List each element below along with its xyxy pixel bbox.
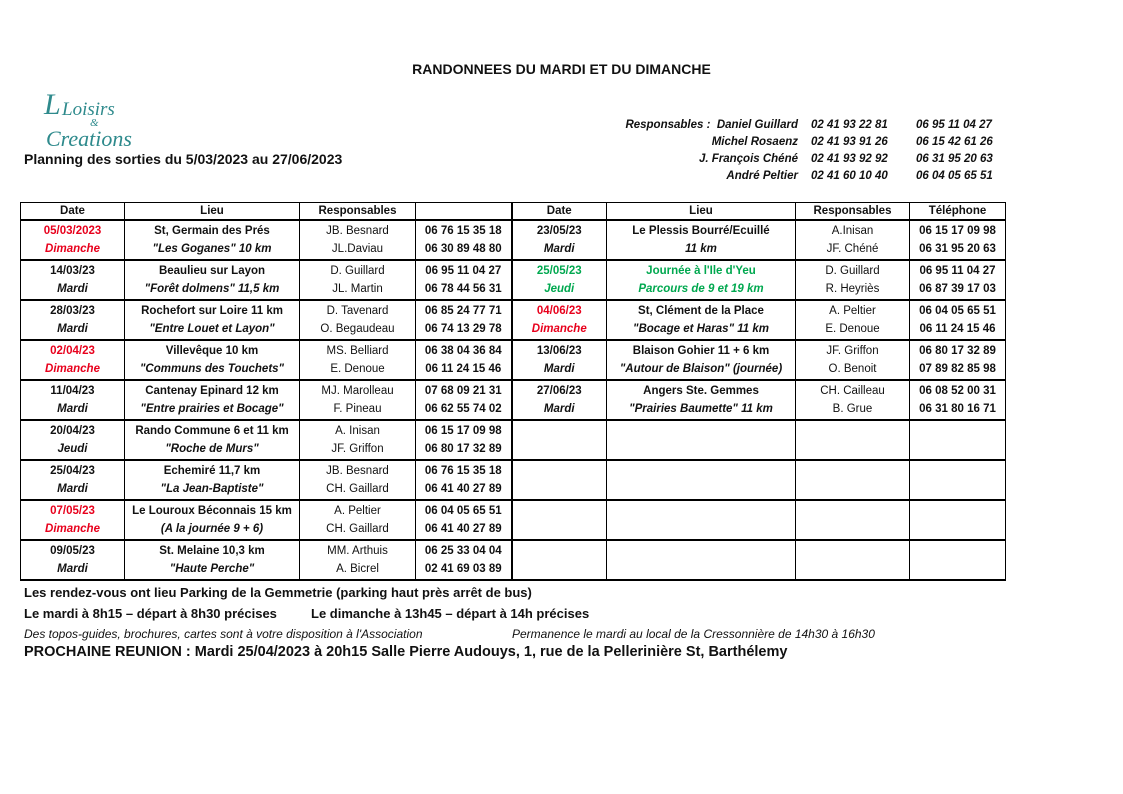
lieu-detail: "Entre prairies et Bocage" <box>140 403 284 415</box>
responsables-cell <box>796 260 910 300</box>
lieu-name: Angers Ste. Gemmes <box>643 385 759 397</box>
telephone-1: 06 38 04 36 84 <box>424 345 502 357</box>
responsable-1: JB. Besnard <box>326 225 389 237</box>
logo-line1: Loisirs <box>62 99 115 120</box>
responsable-1: MM. Arthuis <box>327 545 388 557</box>
responsables-cell <box>796 300 910 340</box>
lieu-detail: "Haute Perche" <box>169 563 255 575</box>
responsables-block <box>560 119 1020 187</box>
table-row <box>21 340 1006 380</box>
logo-amp: & <box>90 117 99 129</box>
lieu-detail: (A la journée 9 + 6) <box>160 523 264 535</box>
responsables-cell <box>796 380 910 420</box>
table-row <box>21 500 1006 540</box>
responsable-tel1: 02 41 93 92 92 <box>811 153 888 165</box>
responsable-row <box>560 170 1020 187</box>
lieu-name: St, Clément de la Place <box>638 305 764 317</box>
responsables-cell <box>300 540 416 580</box>
responsables-cell <box>300 420 416 460</box>
responsable-2: CH. Gaillard <box>326 523 389 535</box>
date-cell <box>512 340 607 380</box>
header-responsables: Responsables <box>300 203 416 221</box>
telephone-cell <box>910 300 1006 340</box>
lieu-cell <box>607 380 796 420</box>
responsable-1: D. Guillard <box>825 265 880 277</box>
lieu-cell <box>607 220 796 260</box>
table-row <box>21 220 1006 260</box>
lieu-detail: "La Jean-Baptiste" <box>160 483 264 495</box>
telephone-2: 07 89 82 85 98 <box>919 363 996 375</box>
responsable-row <box>560 119 1020 136</box>
table-row <box>21 460 1006 500</box>
header-responsables: Responsables <box>796 203 910 221</box>
telephone-1: 06 08 52 00 31 <box>919 385 996 397</box>
table-row <box>21 260 1006 300</box>
responsable-2: B. Grue <box>832 403 873 415</box>
date-cell <box>21 420 125 460</box>
header-telephone: Téléphone <box>910 203 1006 221</box>
telephone-cell <box>416 380 512 420</box>
responsables-cell <box>300 220 416 260</box>
header-lieu: Lieu <box>607 203 796 221</box>
header-telephone-blank <box>416 203 512 221</box>
responsable-tel1: 02 41 93 22 81 <box>811 119 888 131</box>
lieu-detail: Parcours de 9 et 19 km <box>638 283 764 295</box>
rendezvous-note: Les rendez-vous ont lieu Parking de la Gemmetrie (parking haut près arrêt de bus) <box>24 585 532 600</box>
responsable-name: André Peltier <box>726 170 798 182</box>
telephone-2: 06 31 80 16 71 <box>919 403 996 415</box>
responsable-2: O. Benoit <box>828 363 877 375</box>
date-cell <box>21 460 125 500</box>
sortie-day: Mardi <box>57 403 88 415</box>
lieu-cell <box>125 300 300 340</box>
date-cell <box>512 300 607 340</box>
responsables-cell <box>796 460 910 500</box>
lieu-cell <box>607 420 796 460</box>
lieu-detail: "Forêt dolmens" 11,5 km <box>144 283 280 295</box>
responsable-1: A. Peltier <box>334 505 381 517</box>
responsable-tel1: 02 41 60 10 40 <box>811 170 888 182</box>
responsable-2: O. Begaudeau <box>320 323 395 335</box>
lieu-detail: "Entre Louet et Layon" <box>149 323 275 335</box>
lieu-cell <box>125 340 300 380</box>
telephone-2: 06 11 24 15 46 <box>919 323 996 335</box>
telephone-2: 06 80 17 32 89 <box>424 443 502 455</box>
responsables-cell <box>300 340 416 380</box>
telephone-cell <box>910 420 1006 460</box>
logo-line2: Creations <box>46 126 132 150</box>
date-cell <box>21 340 125 380</box>
sortie-day: Mardi <box>543 243 575 255</box>
sortie-date: 07/05/23 <box>50 505 95 517</box>
lieu-name: Echemiré 11,7 km <box>163 465 261 477</box>
permanence-note: Permanence le mardi au local de la Cressonnière de 14h30 à 16h30 <box>512 627 875 641</box>
date-cell <box>512 260 607 300</box>
responsable-2: JL.Daviau <box>331 243 384 255</box>
responsable-1: A. Peltier <box>829 305 876 317</box>
telephone-cell <box>910 260 1006 300</box>
responsables-cell <box>796 420 910 460</box>
sortie-date: 20/04/23 <box>50 425 95 437</box>
sortie-day: Dimanche <box>45 363 100 375</box>
lieu-detail: "Communs des Touchets" <box>139 363 285 375</box>
date-cell <box>512 500 607 540</box>
date-cell <box>21 260 125 300</box>
telephone-1: 06 76 15 35 18 <box>424 465 502 477</box>
prochaine-reunion: PROCHAINE REUNION : Mardi 25/04/2023 à 20h15 Salle Pierre Audouys, 1, rue de la Pellerinière St, Barthélemy <box>24 644 788 660</box>
responsable-2: E. Denoue <box>825 323 880 335</box>
telephone-1: 06 15 17 09 98 <box>919 225 996 237</box>
sortie-day: Mardi <box>543 363 575 375</box>
date-cell <box>21 540 125 580</box>
responsable-1: JF. Griffon <box>826 345 879 357</box>
lieu-name: Rochefort sur Loire 11 km <box>141 305 283 317</box>
responsable-1: MS. Belliard <box>326 345 389 357</box>
lieu-name: Le Louroux Béconnais 15 km <box>132 505 292 517</box>
sortie-date: 28/03/23 <box>50 305 95 317</box>
responsable-2: R. Heyriès <box>825 283 880 295</box>
telephone-2: 06 30 89 48 80 <box>424 243 502 255</box>
sortie-day: Mardi <box>543 403 575 415</box>
lieu-cell <box>607 260 796 300</box>
telephone-2: 02 41 69 03 89 <box>424 563 502 575</box>
lieu-detail: 11 km <box>685 243 717 255</box>
telephone-cell <box>416 220 512 260</box>
responsable-1: MJ. Marolleau <box>321 385 394 397</box>
telephone-cell <box>910 500 1006 540</box>
date-cell <box>21 380 125 420</box>
responsables-cell <box>796 500 910 540</box>
sorties-table <box>20 202 1006 581</box>
lieu-cell <box>607 340 796 380</box>
lieu-detail: "Prairies Baumette" 11 km <box>629 403 773 415</box>
telephone-cell <box>910 460 1006 500</box>
topos-note: Des topos-guides, brochures, cartes sont à votre disposition à l'Association <box>24 627 423 641</box>
lieu-cell <box>125 260 300 300</box>
lieu-cell <box>125 220 300 260</box>
lieu-cell <box>607 540 796 580</box>
header-date: Date <box>21 203 125 221</box>
sortie-date: 02/04/23 <box>50 345 95 357</box>
telephone-1: 06 95 11 04 27 <box>425 265 502 277</box>
telephone-cell <box>416 540 512 580</box>
telephone-cell <box>416 420 512 460</box>
telephone-2: 06 78 44 56 31 <box>424 283 502 295</box>
date-cell <box>21 300 125 340</box>
table-row <box>21 420 1006 460</box>
telephone-cell <box>416 500 512 540</box>
responsable-name <box>625 119 798 131</box>
sortie-date: 25/04/23 <box>50 465 95 477</box>
table-header-row <box>21 203 1006 221</box>
telephone-cell <box>910 380 1006 420</box>
table-row <box>21 300 1006 340</box>
telephone-2: 06 41 40 27 89 <box>424 483 502 495</box>
responsable-row <box>560 153 1020 170</box>
sortie-date: 14/03/23 <box>50 265 95 277</box>
lieu-cell <box>125 380 300 420</box>
date-cell <box>512 420 607 460</box>
responsable-2: JF. Griffon <box>331 443 384 455</box>
telephone-cell <box>416 300 512 340</box>
date-cell <box>21 220 125 260</box>
sortie-date: 05/03/2023 <box>43 225 102 237</box>
responsable-tel2: 06 95 11 04 27 <box>916 119 992 131</box>
planning-period: Planning des sorties du 5/03/2023 au 27/06/2023 <box>24 151 343 167</box>
responsables-cell <box>300 380 416 420</box>
date-cell <box>512 380 607 420</box>
sortie-date: 09/05/23 <box>50 545 95 557</box>
lieu-name: Cantenay Epinard 12 km <box>145 385 279 397</box>
telephone-2: 06 11 24 15 46 <box>425 363 502 375</box>
lieu-cell <box>607 300 796 340</box>
responsable-row <box>560 136 1020 153</box>
sortie-day: Jeudi <box>544 283 575 295</box>
telephone-1: 06 04 05 65 51 <box>424 505 502 517</box>
lieu-cell <box>125 540 300 580</box>
lieu-name: Blaison Gohier 11 + 6 km <box>632 345 770 357</box>
lieu-detail: "Autour de Blaison" (journée) <box>619 363 783 375</box>
sortie-day: Jeudi <box>57 443 88 455</box>
sortie-day: Mardi <box>57 483 88 495</box>
sortie-day: Dimanche <box>531 323 587 335</box>
page-title: RANDONNEES DU MARDI ET DU DIMANCHE <box>412 61 711 77</box>
responsables-cell <box>300 300 416 340</box>
telephone-1: 06 76 15 35 18 <box>424 225 502 237</box>
responsable-name: Michel Rosaenz <box>711 136 798 148</box>
sortie-date: 04/06/23 <box>536 305 582 317</box>
lieu-name: Villevêque 10 km <box>165 345 259 357</box>
telephone-1: 07 68 09 21 31 <box>424 385 502 397</box>
sortie-date: 13/06/23 <box>536 345 582 357</box>
lieu-name: St. Melaine 10,3 km <box>159 545 265 557</box>
responsable-name-text: Daniel Guillard <box>716 119 798 131</box>
lieu-name: Rando Commune 6 et 11 km <box>135 425 289 437</box>
lieu-detail: "Bocage et Haras" 11 km <box>633 323 769 335</box>
dimanche-schedule: Le dimanche à 13h45 – départ à 14h précises <box>311 606 590 621</box>
telephone-1: 06 80 17 32 89 <box>919 345 996 357</box>
lieu-cell <box>125 460 300 500</box>
logo-letter-l: L <box>44 88 61 121</box>
club-logo <box>42 84 157 150</box>
telephone-2: 06 41 40 27 89 <box>424 523 502 535</box>
lieu-cell <box>607 500 796 540</box>
responsable-tel1: 02 41 93 91 26 <box>811 136 888 148</box>
date-cell <box>512 460 607 500</box>
responsables-cell <box>796 340 910 380</box>
lieu-name: Le Plessis Bourré/Ecuillé <box>632 225 770 237</box>
sortie-day: Mardi <box>57 283 88 295</box>
telephone-2: 06 62 55 74 02 <box>424 403 502 415</box>
responsable-2: JF. Chéné <box>826 243 879 255</box>
telephone-cell <box>910 220 1006 260</box>
responsable-2: CH. Gaillard <box>326 483 389 495</box>
responsable-tel2: 06 04 05 65 51 <box>916 170 993 182</box>
responsable-2: JL. Martin <box>332 283 383 295</box>
responsables-cell <box>796 540 910 580</box>
header-lieu: Lieu <box>125 203 300 221</box>
telephone-1: 06 04 05 65 51 <box>919 305 996 317</box>
date-cell <box>512 220 607 260</box>
responsable-tel2: 06 15 42 61 26 <box>916 136 993 148</box>
responsables-label: Responsables : <box>625 119 711 131</box>
responsable-1: CH. Cailleau <box>820 385 885 397</box>
lieu-cell <box>125 500 300 540</box>
sortie-day: Dimanche <box>45 243 100 255</box>
responsables-cell <box>300 500 416 540</box>
telephone-2: 06 87 39 17 03 <box>919 283 996 295</box>
lieu-detail: "Les Goganes" 10 km <box>152 243 272 255</box>
responsables-cell <box>300 460 416 500</box>
sortie-day: Dimanche <box>45 523 100 535</box>
lieu-detail: "Roche de Murs" <box>165 443 259 455</box>
responsable-2: E. Denoue <box>330 363 385 375</box>
responsable-2: A. Bicrel <box>336 563 379 575</box>
responsable-2: F. Pineau <box>333 403 382 415</box>
telephone-cell <box>416 340 512 380</box>
telephone-cell <box>416 260 512 300</box>
telephone-1: 06 95 11 04 27 <box>919 265 996 277</box>
lieu-name: Beaulieu sur Layon <box>158 265 266 277</box>
sortie-date: 11/04/23 <box>50 385 95 397</box>
header-date: Date <box>512 203 607 221</box>
table-row <box>21 380 1006 420</box>
table-row <box>21 540 1006 580</box>
telephone-1: 06 15 17 09 98 <box>424 425 502 437</box>
telephone-1: 06 25 33 04 04 <box>424 545 502 557</box>
sortie-date: 23/05/23 <box>536 225 582 237</box>
lieu-name: Journée à l'Ile d'Yeu <box>646 265 756 277</box>
telephone-2: 06 74 13 29 78 <box>424 323 502 335</box>
responsable-tel2: 06 31 95 20 63 <box>916 153 993 165</box>
responsable-1: JB. Besnard <box>326 465 389 477</box>
responsable-1: D. Tavenard <box>326 305 389 317</box>
date-cell <box>21 500 125 540</box>
telephone-1: 06 85 24 77 71 <box>424 305 502 317</box>
responsables-cell <box>796 220 910 260</box>
telephone-cell <box>910 340 1006 380</box>
telephone-cell <box>416 460 512 500</box>
telephone-cell <box>910 540 1006 580</box>
responsable-1: A.Inisan <box>831 225 874 237</box>
responsable-1: D. Guillard <box>330 265 385 277</box>
responsable-name: J. François Chéné <box>698 153 798 165</box>
telephone-2: 06 31 95 20 63 <box>919 243 996 255</box>
sortie-date: 25/05/23 <box>536 265 582 277</box>
date-cell <box>512 540 607 580</box>
sortie-date: 27/06/23 <box>536 385 582 397</box>
responsables-cell <box>300 260 416 300</box>
lieu-name: St, Germain des Prés <box>154 225 270 237</box>
sortie-day: Mardi <box>57 563 88 575</box>
responsable-1: A. Inisan <box>335 425 380 437</box>
mardi-schedule: Le mardi à 8h15 – départ à 8h30 précises <box>24 606 277 621</box>
sortie-day: Mardi <box>57 323 88 335</box>
lieu-cell <box>607 460 796 500</box>
lieu-cell <box>125 420 300 460</box>
